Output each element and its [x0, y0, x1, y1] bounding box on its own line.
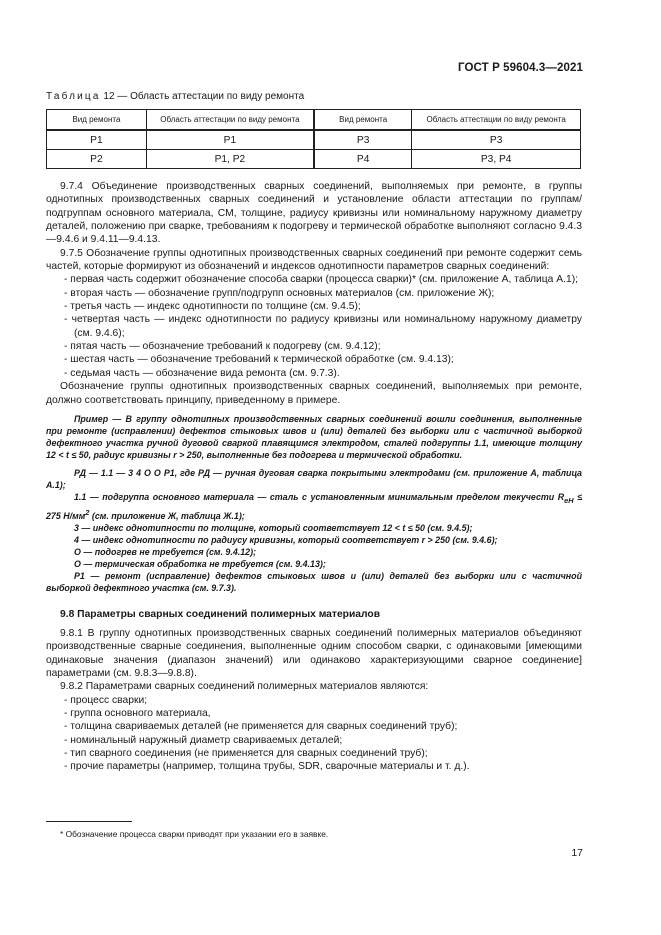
- example-line: 4 — индекс однотипности по радиусу кривизны, который соответствует r > 250 (см. 9.4.6);: [74, 534, 498, 545]
- example-line: О — подогрев не требуется (см. 9.4.12);: [74, 546, 257, 557]
- paragraph-designation-principle: Обозначение группы однотипных производственных сварных соединений, выполняемых при ремонте, должно соответствовать принципу, приведенному в примере.: [46, 381, 582, 406]
- list-item: - шестая часть — обозначение требований к термической обработке (см. 9.4.13);: [64, 354, 454, 366]
- list-item: - первая часть содержит обозначение способа сварки (процесса сварки)* (см. приложение А, таблица А.1);: [64, 274, 578, 286]
- table-caption-text: 12 — Область аттестации по виду ремонта: [103, 91, 305, 102]
- table-row: [47, 130, 581, 150]
- table-header-cell: Вид ремонта: [314, 110, 412, 131]
- table-cell: Р4: [314, 150, 412, 169]
- attestation-table: [46, 109, 581, 169]
- document-code-header: ГОСТ Р 59604.3—2021: [458, 62, 583, 74]
- footnote: * Обозначение процесса сварки приводят при указании его в заявке.: [60, 829, 329, 839]
- list-item: - вторая часть — обозначение групп/подгрупп основных материалов (см. приложение Ж);: [64, 287, 495, 299]
- table-caption-prefix: Таблица: [46, 91, 101, 102]
- example-code: РД — 1.1 — 3 4 О О Р1, где РД — ручная дуговая сварка покрытыми электродами (см. приложение А, таблица А.1);: [46, 467, 582, 490]
- list-item: - седьмая часть — обозначение вида ремонта (см. 9.7.3).: [64, 367, 340, 379]
- paragraph-9-7-5: 9.7.5 Обозначение группы однотипных производственных сварных соединений при ремонте содержит семь частей, которые формируют из обозначений и индексов однотипности параметров сварных соединений:: [46, 247, 582, 273]
- example-line: Р1 — ремонт (исправление) дефектов стыковых швов и (или) деталей без выборки или с частичной выборкой дефектного участка (см. 9.7.3).: [46, 570, 582, 593]
- list-item: - четвертая часть — индекс однотипности по радиусу кривизны или номинальному наружному диаметру (см. 9.4.6);: [64, 314, 582, 339]
- table-cell: Р3: [412, 130, 581, 150]
- paragraph-9-8-1: 9.8.1 В группу однотипных производственных сварных соединений полимерных материалов объединяют производственные сварные соединения, выполненные одним способом сварки, с одинаковыми [имеющими одинаковые значения (диапазон значений) или одинаково характеризующими сварное соединение] параметрами (см. 9.8.3—9.8.8).: [46, 627, 582, 679]
- example-line: 1.1 — подгруппа основного материала — сталь с установленным минимальным пределом текучести $R_{eH} \le 275$ $Н/мм^2$ (см. приложение Ж, таблица Ж.1);: [46, 491, 582, 521]
- list-item: - третья часть — индекс однотипности по толщине (см. 9.4.5);: [64, 301, 361, 313]
- paragraph-9-8-2: 9.8.2 Параметрами сварных соединений полимерных материалов являются:: [60, 681, 429, 693]
- table-cell: Р1, Р2: [146, 150, 314, 169]
- example-intro: Пример — В группу однотипных производственных сварных соединений вошли соединения, выполненные при ремонте (исправлении) дефектов стыковых швов и (или) деталей без выборки или с частичной выборкой дефектного участка ручной дуговой сваркой плавящимся электродом, сталей подгруппы 1.1, имеющие толщину 12 < t ≤ 50, радиус кривизны r > 250, выполненные без подогрева и термической обработки.: [46, 413, 582, 460]
- table-cell: Р1: [47, 130, 147, 150]
- page-number: 17: [571, 847, 583, 859]
- document-body: [46, 180, 582, 774]
- table-cell: Р3: [314, 130, 412, 150]
- section-heading-9-8: 9.8 Параметры сварных соединений полимерных материалов: [60, 608, 381, 620]
- footnote-divider: [46, 821, 132, 822]
- list-item: - прочие параметры (например, толщина трубы, SDR, сварочные материалы и т. д.).: [64, 761, 470, 773]
- table-caption: [46, 91, 304, 102]
- list-item: - тип сварного соединения (не применяется для сварных соединений труб);: [64, 748, 428, 760]
- list-item: - процесс сварки;: [64, 694, 148, 706]
- table-header-row: [47, 110, 581, 131]
- example-line: О — термическая обработка не требуется (см. 9.4.13);: [74, 558, 326, 569]
- list-item: - группа основного материала,: [64, 708, 211, 719]
- table-row: [47, 150, 581, 169]
- list-item: - толщина свариваемых деталей (не применяется для сварных соединений труб);: [64, 721, 458, 733]
- table-cell: Р2: [47, 150, 147, 169]
- list-item: - пятая часть — обозначение требований к подогреву (см. 9.4.12);: [64, 341, 381, 353]
- example-line: 3 — индекс однотипности по толщине, который соответствует 12 < t ≤ 50 (см. 9.4.5);: [74, 522, 473, 533]
- table-header-cell: Область аттестации по виду ремонта: [412, 110, 581, 131]
- list-item: - номинальный наружный диаметр свариваемых деталей;: [64, 734, 343, 746]
- table-cell: Р1: [146, 130, 314, 150]
- paragraph-9-7-4: 9.7.4 Объединение производственных сварных соединений, выполняемых при ремонте, в группы однотипных производственных сварных соединений и установление области аттестации по группам/подгруппам основного материала, СМ, толщине, радиусу кривизны или номинальному наружному диаметру деталей, положению при сварке, требованиям к подогреву и термической обработке выполняют согласно 9.4.3—9.4.6 и 9.4.11—9.4.13.: [46, 181, 582, 246]
- table-header-cell: Область аттестации по виду ремонта: [146, 110, 314, 131]
- table-header-cell: Вид ремонта: [47, 110, 147, 131]
- table-cell: Р3, Р4: [412, 150, 581, 169]
